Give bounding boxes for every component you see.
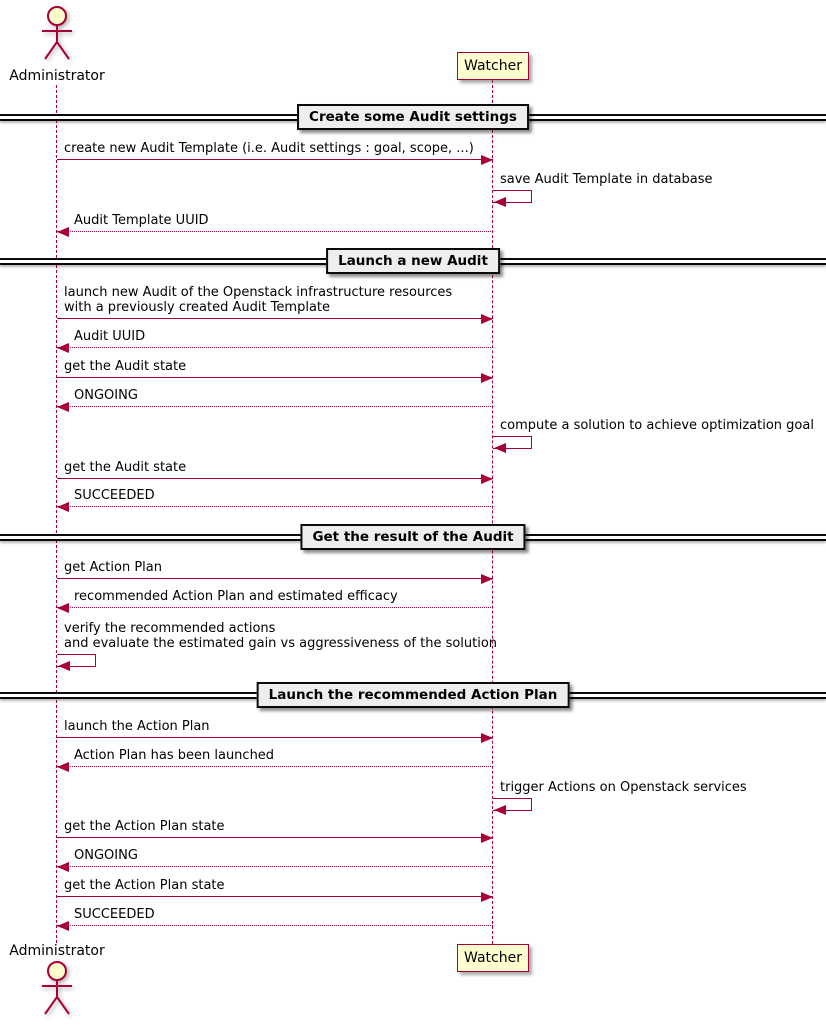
message-line: [57, 406, 493, 407]
message-arrowhead: [481, 733, 493, 743]
message-label-line: launch new Audit of the Openstack infrastructure resources: [64, 285, 453, 300]
message-line: [57, 506, 493, 507]
message-label-line: Audit UUID: [74, 329, 146, 344]
message-label: [64, 560, 162, 575]
message-arrowhead: [57, 603, 69, 613]
message-line: [57, 231, 493, 232]
message-line: [57, 347, 493, 348]
message-arrowhead: [57, 762, 69, 772]
divider-label: Create some Audit settings: [297, 104, 529, 130]
message-arrowhead: [494, 197, 506, 207]
message-label: [64, 819, 225, 834]
message-label-line: and evaluate the estimated gain vs aggressiveness of the solution: [64, 636, 498, 651]
message-arrowhead: [481, 373, 493, 383]
message-arrowhead: [481, 892, 493, 902]
message-arrowhead: [494, 443, 506, 453]
message-label-line: ONGOING: [74, 388, 138, 403]
message-label: [500, 418, 814, 433]
message-line: [57, 766, 493, 767]
message-label-line: get Action Plan: [64, 560, 162, 575]
lifeline-watcher: [492, 80, 493, 944]
message-line: [57, 737, 493, 738]
message-label: [64, 460, 186, 475]
message-arrowhead: [57, 921, 69, 931]
message-line: [57, 159, 493, 160]
message-label: [74, 488, 155, 503]
message-arrowhead: [481, 155, 493, 165]
message-label-line: get the Action Plan state: [64, 819, 225, 834]
message-arrowhead: [57, 227, 69, 237]
message-label: [500, 172, 713, 187]
actor-administrator-label-bottom: Administrator: [9, 943, 105, 959]
message-label-line: recommended Action Plan and estimated efficacy: [74, 589, 398, 604]
message-label-line: get the Audit state: [64, 460, 187, 475]
message-arrowhead: [57, 402, 69, 412]
message-arrowhead: [57, 343, 69, 353]
participant-watcher-label: Watcher: [464, 950, 522, 966]
message-arrowhead: [481, 474, 493, 484]
message-arrowhead: [57, 862, 69, 872]
message-line: [57, 837, 493, 838]
message-label: [74, 589, 398, 604]
message-label: [64, 719, 210, 734]
message-arrowhead: [481, 574, 493, 584]
message-label: [64, 621, 497, 651]
actor-administrator-icon-bottom: [37, 960, 77, 1018]
message-label-line: get the Audit state: [64, 359, 187, 374]
divider-label: Launch the recommended Action Plan: [257, 682, 570, 708]
message-label: [64, 141, 474, 156]
message-arrowhead: [494, 805, 506, 815]
actor-administrator-icon: [37, 5, 77, 63]
message-label-line: compute a solution to achieve optimization goal: [500, 418, 814, 433]
actor-administrator-label-top: Administrator: [9, 68, 105, 84]
message-label: [500, 780, 747, 795]
message-label-line: trigger Actions on Openstack services: [500, 780, 747, 795]
message-label: [74, 388, 138, 403]
message-label: [64, 359, 186, 374]
participant-watcher-bottom: [457, 944, 529, 972]
message-label-line: with a previously created Audit Template: [64, 300, 331, 315]
message-line: [57, 377, 493, 378]
message-label: [74, 329, 145, 344]
message-label: [64, 285, 452, 315]
message-line: [57, 578, 493, 579]
message-line: [57, 318, 493, 319]
message-label: [74, 848, 138, 863]
message-arrowhead: [57, 502, 69, 512]
lifeline-administrator: [56, 85, 57, 943]
message-label-line: create new Audit Template (i.e. Audit settings : goal, scope, ...): [64, 141, 474, 156]
message-label-line: ONGOING: [74, 848, 138, 863]
message-label-line: launch the Action Plan: [64, 719, 210, 734]
message-label-line: SUCCEEDED: [74, 907, 155, 922]
message-label: [74, 748, 274, 763]
divider-label: Get the result of the Audit: [300, 524, 525, 550]
message-arrowhead: [481, 314, 493, 324]
participant-watcher-top: [457, 52, 529, 80]
message-line: [57, 925, 493, 926]
message-label: [64, 878, 225, 893]
message-line: [57, 866, 493, 867]
message-arrowhead: [481, 833, 493, 843]
participant-watcher-label: Watcher: [464, 58, 522, 74]
message-line: [57, 896, 493, 897]
message-label: [74, 213, 209, 228]
divider-label: Launch a new Audit: [326, 248, 500, 274]
message-label-line: save Audit Template in database: [500, 172, 713, 187]
message-line: [57, 478, 493, 479]
message-label-line: get the Action Plan state: [64, 878, 225, 893]
message-line: [57, 607, 493, 608]
message-arrowhead: [58, 661, 70, 671]
message-label-line: Audit Template UUID: [74, 213, 209, 228]
message-label-line: Action Plan has been launched: [74, 748, 275, 763]
message-label-line: verify the recommended actions: [64, 621, 276, 636]
message-label-line: SUCCEEDED: [74, 488, 155, 503]
message-label: [74, 907, 155, 922]
